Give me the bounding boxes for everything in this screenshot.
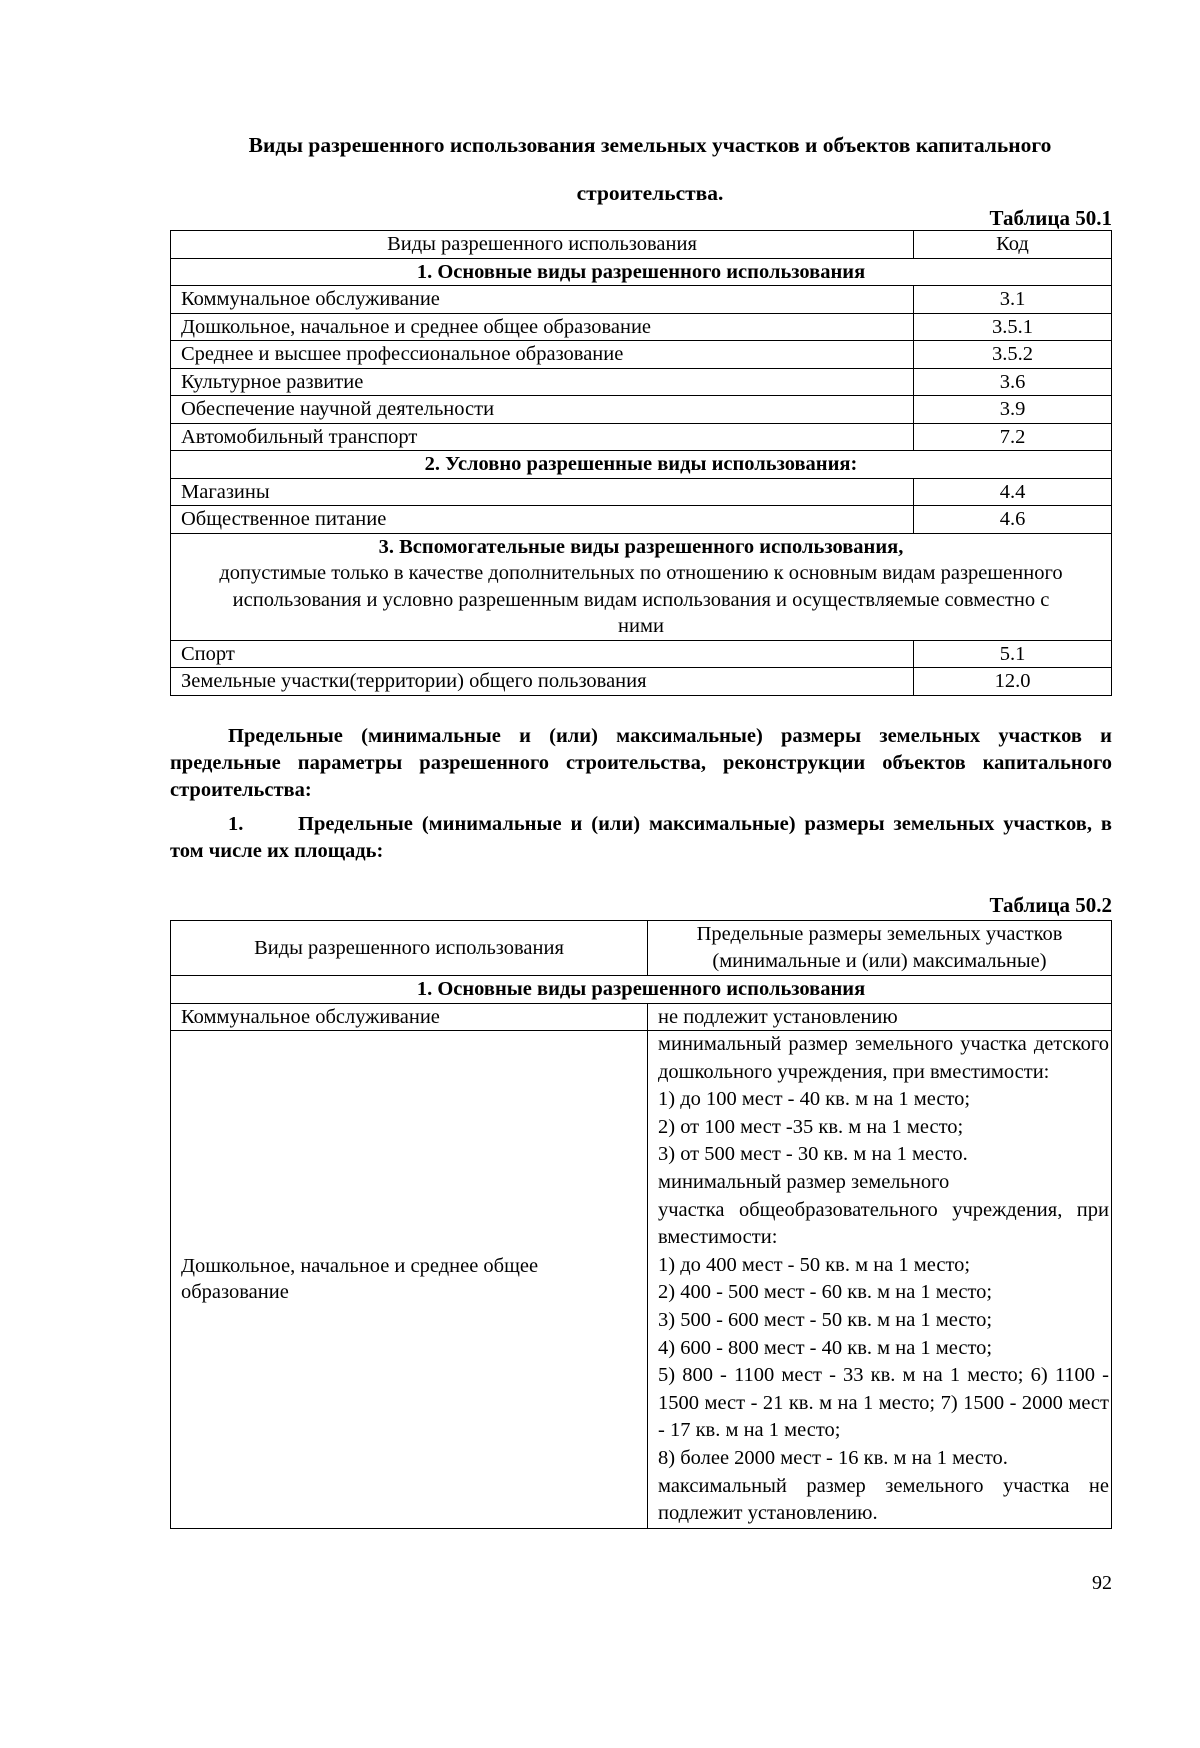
section-1-heading: 1. Основные виды разрешенного использования [171, 976, 1112, 1004]
section-row [171, 533, 1112, 640]
row-name: Дошкольное, начальное и среднее общее образование [171, 313, 914, 341]
row-value: не подлежит установлению [648, 1003, 1112, 1031]
limits-paragraph [170, 723, 1112, 804]
table-row [171, 506, 1112, 534]
section-row [171, 258, 1112, 286]
row-code: 3.5.2 [914, 341, 1112, 369]
document-title-line-2: строительства. [576, 181, 724, 205]
row-code: 12.0 [914, 668, 1112, 696]
header-limits-line-1: Предельные размеры земельных участков [696, 923, 1063, 945]
section-2-heading: 2. Условно разрешенные виды использования: [171, 451, 1112, 479]
table-row [171, 1031, 1112, 1529]
row-name: Дошкольное, начальное и среднее общее образование [171, 1031, 648, 1529]
value-line: максимальный размер земельного участка не подлежит установлению. [658, 1474, 1109, 1525]
value-line: 3) 500 - 600 мест - 50 кв. м на 1 место; [658, 1308, 993, 1331]
value-line: минимальный размер земельного [658, 1170, 950, 1193]
header-limits-line-2: (минимальные и (или) максимальные) [712, 950, 1047, 972]
table-row [171, 341, 1112, 369]
section-3-heading: 3. Вспомогательные виды разрешенного использования, [378, 535, 904, 558]
section-1-heading: 1. Основные виды разрешенного использования [171, 258, 1112, 286]
document-title-line-1: Виды разрешенного использования земельных участков и объектов капитального [248, 133, 1052, 157]
page-number: 92 [1092, 1572, 1112, 1594]
value-line: 2) от 100 мест -35 кв. м на 1 место; [658, 1115, 964, 1138]
section-3-cell [171, 533, 1112, 640]
row-code: 3.1 [914, 286, 1112, 314]
value-line: 1) до 400 мест - 50 кв. м на 1 место; [658, 1253, 971, 1276]
row-code: 4.4 [914, 478, 1112, 506]
value-line: 2) 400 - 500 мест - 60 кв. м на 1 место; [658, 1281, 993, 1304]
header-code: Код [914, 231, 1112, 259]
table-row [171, 313, 1112, 341]
row-code: 3.9 [914, 396, 1112, 424]
table-header-row [171, 231, 1112, 259]
value-line: минимальный размер земельного участка детского дошкольного учреждения, при вместимости: [658, 1033, 1109, 1083]
row-name: Среднее и высшее профессиональное образование [171, 341, 914, 369]
table-row [171, 478, 1112, 506]
table-50-1 [170, 230, 1112, 696]
section-row [171, 976, 1112, 1004]
table-row [171, 396, 1112, 424]
limits-item-1 [170, 811, 1112, 865]
value-line: 1) до 100 мест - 40 кв. м на 1 место; [658, 1088, 971, 1111]
row-name: Коммунальное обслуживание [171, 1003, 648, 1031]
row-name: Коммунальное обслуживание [171, 286, 914, 314]
limits-paragraph-text: Предельные (минимальные и (или) максимальные) размеры земельных участков и предельные параметры разрешенного строительства, реконструкции объектов капитального строительства: [170, 725, 1112, 801]
item-number: 1. [228, 813, 244, 835]
table-50-2-caption: Таблица 50.2 [989, 893, 1112, 917]
value-line: 3) от 500 мест - 30 кв. м на 1 место. [658, 1143, 968, 1166]
table-50-2 [170, 920, 1112, 1529]
row-name: Культурное развитие [171, 368, 914, 396]
header-limits [648, 921, 1112, 976]
table-row [171, 286, 1112, 314]
header-kind: Виды разрешенного использования [171, 921, 648, 976]
row-code: 4.6 [914, 506, 1112, 534]
section-row [171, 451, 1112, 479]
limits-item-1-text: Предельные (минимальные и (или) максимальные) размеры земельных участков, в том числе их площадь: [170, 813, 1112, 862]
table-row [171, 668, 1112, 696]
table-row [171, 368, 1112, 396]
row-code: 5.1 [914, 640, 1112, 668]
row-name: Спорт [171, 640, 914, 668]
section-3-note: допустимые только в качестве дополнительных по отношению к основным видам разрешенного использования и условно разрешенным видам использования и осуществляемые совместно с ними [219, 562, 1063, 637]
value-line: 4) 600 - 800 мест - 40 кв. м на 1 место; [658, 1336, 993, 1359]
row-code: 3.5.1 [914, 313, 1112, 341]
row-name: Земельные участки(территории) общего пользования [171, 668, 914, 696]
row-code: 3.6 [914, 368, 1112, 396]
table-row [171, 1003, 1112, 1031]
row-name: Общественное питание [171, 506, 914, 534]
row-code: 7.2 [914, 423, 1112, 451]
row-name: Обеспечение научной деятельности [171, 396, 914, 424]
table-header-row [171, 921, 1112, 976]
table-50-1-caption: Таблица 50.1 [989, 206, 1112, 230]
header-kind: Виды разрешенного использования [171, 231, 914, 259]
value-line: 8) более 2000 мест - 16 кв. м на 1 место. [658, 1446, 1008, 1469]
value-line: 5) 800 - 1100 мест - 33 кв. м на 1 место; 6) 1100 - 1500 мест - 21 кв. м на 1 место; 7) 1500 - 2000 мест - 17 кв. м на 1 место; [658, 1364, 1109, 1442]
row-name: Магазины [171, 478, 914, 506]
value-line: участка общеобразовательного учреждения, при вместимости: [658, 1198, 1109, 1249]
row-name: Автомобильный транспорт [171, 423, 914, 451]
table-row [171, 640, 1112, 668]
row-value [648, 1031, 1112, 1529]
table-row [171, 423, 1112, 451]
